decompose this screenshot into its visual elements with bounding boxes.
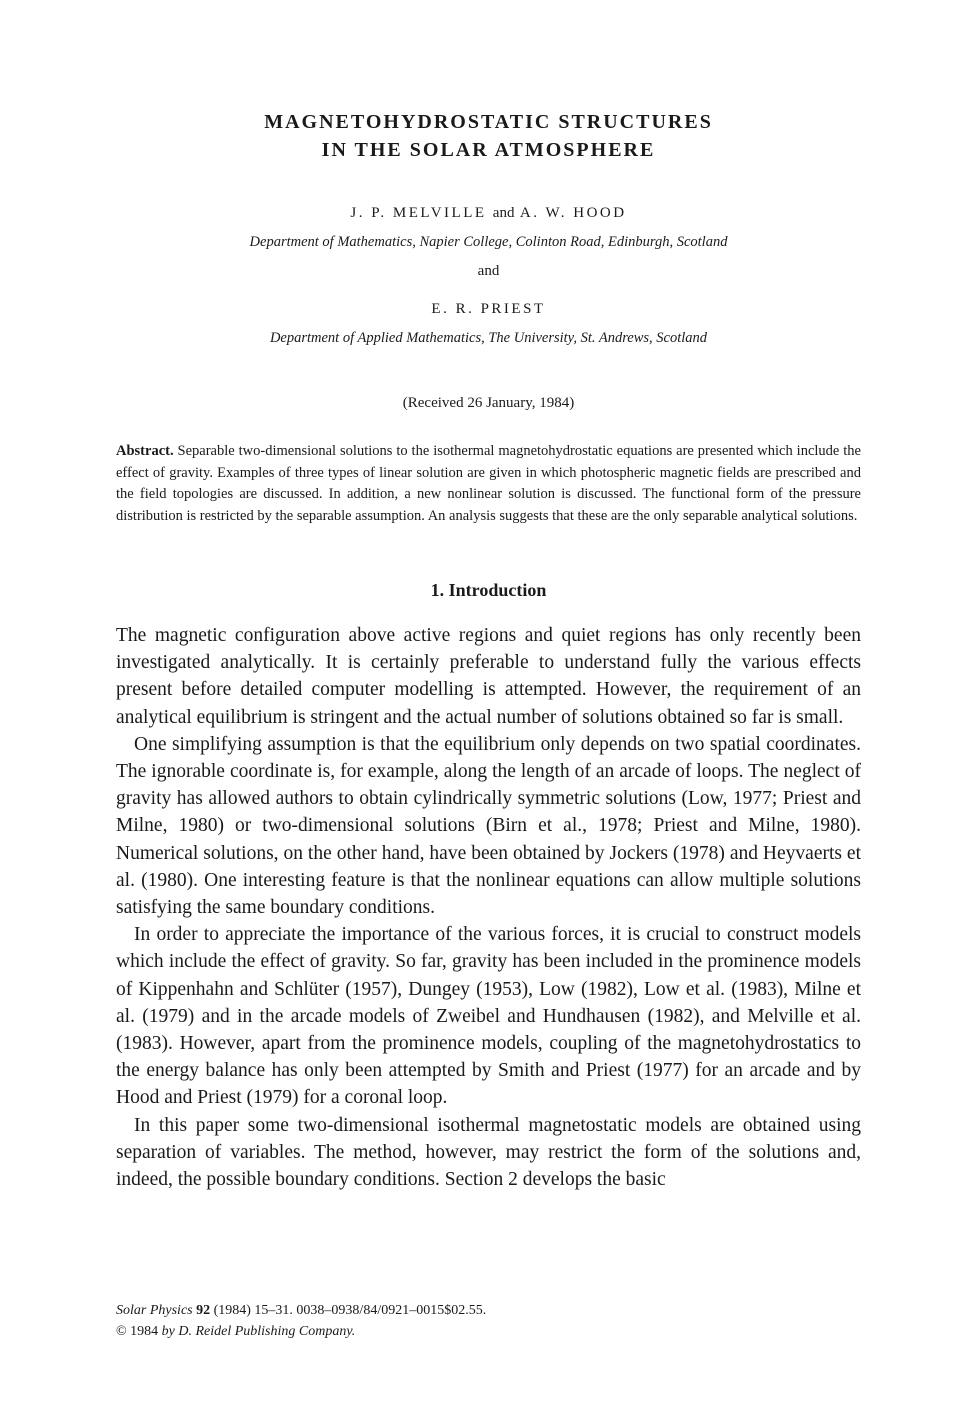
abstract (116, 441, 861, 527)
affiliation-2: Department of Applied Mathematics, The University, St. Andrews, Scotland (269, 330, 708, 346)
section-body (116, 622, 861, 1193)
paragraph: In this paper some two-dimensional isothermal magnetostatic models are obtained using separation of variables. The method, however, may restrict the form of the solutions and, indeed, the possible boundary conditions. Section 2 develops the basic (116, 1114, 861, 1191)
author-joiner: and (492, 205, 515, 221)
publisher: by D. Reidel Publishing Company. (161, 1324, 356, 1339)
author-1: J. P. MELVILLE (350, 205, 487, 221)
copyright-symbol: © (116, 1324, 127, 1339)
copyright-year: 1984 (130, 1324, 159, 1339)
citation-line (116, 1300, 861, 1321)
citation-details: (1984) 15–31. 0038–0938/84/0921–0015$02.55. (213, 1303, 487, 1318)
paragraph: In order to appreciate the importance of the various forces, it is crucial to construct models which include the effect of gravity. So far, gravity has been included in the prominence models of Kippenhahn and Schlüter (1957), Dungey (1953), Low (1982), Low et al. (1983), Milne et al. (1979) and in the arcade models of Zweibel and Hundhausen (1982), and Melville et al. (1983). However, apart from the prominence models, coupling of the magnetohydrostatics to the energy balance has only been attempted by Smith and Priest (1977) for an arcade and by Hood and Priest (1979) for a coronal loop. (116, 924, 861, 1109)
author-2: A. W. HOOD (519, 205, 627, 221)
title-line-2: IN THE SOLAR ATMOSPHERE (321, 139, 656, 161)
author-3: E. R. PRIEST (431, 301, 546, 317)
received-date: (Received 26 January, 1984) (402, 395, 575, 411)
author-line (116, 205, 861, 222)
paragraph: The magnetic configuration above active regions and quiet regions has only recently been investigated analytically. It is certainly preferable to understand fully the various effects present before detailed computer modelling is attempted. However, the requirement of an analytical equilibrium is stringent and the actual number of solutions obtained so far is small. (116, 625, 861, 728)
abstract-text: Separable two-dimensional solutions to the isothermal magnetohydrostatic equations are presented which include the effect of gravity. Examples of three types of linear solution are given in which photospheric magnetic fields are prescribed and the field topologies are discussed. In addition, a new nonlinear solution is discussed. The functional form of the pressure distribution is restricted by the separable assumption. An analysis suggests that these are the only separable analytical solutions. (116, 443, 861, 524)
affiliation-1: Department of Mathematics, Napier College, Colinton Road, Edinburgh, Scotland (249, 234, 728, 250)
abstract-label: Abstract. (116, 443, 174, 459)
page-footer (116, 1300, 861, 1342)
copyright-line (116, 1321, 861, 1342)
section-heading: 1. Introduction (430, 580, 547, 600)
journal-name: Solar Physics (116, 1303, 193, 1318)
title-line-1: MAGNETOHYDROSTATIC STRUCTURES (264, 111, 713, 133)
journal-volume: 92 (196, 1303, 211, 1318)
paper-title (116, 108, 861, 164)
affiliation-and: and (477, 263, 500, 279)
paragraph: One simplifying assumption is that the equilibrium only depends on two spatial coordinates. The ignorable coordinate is, for example, along the length of an arcade of loops. The neglect of gravity has allowed authors to obtain cylindrically symmetric solutions (Low, 1977; Priest and Milne, 1980) or two-dimensional solutions (Birn et al., 1978; Priest and Milne, 1980). Numerical solutions, on the other hand, have been obtained by Jockers (1978) and Heyvaerts et al. (1980). One interesting feature is that the nonlinear equations can allow multiple solutions satisfying the same boundary conditions. (116, 733, 861, 919)
